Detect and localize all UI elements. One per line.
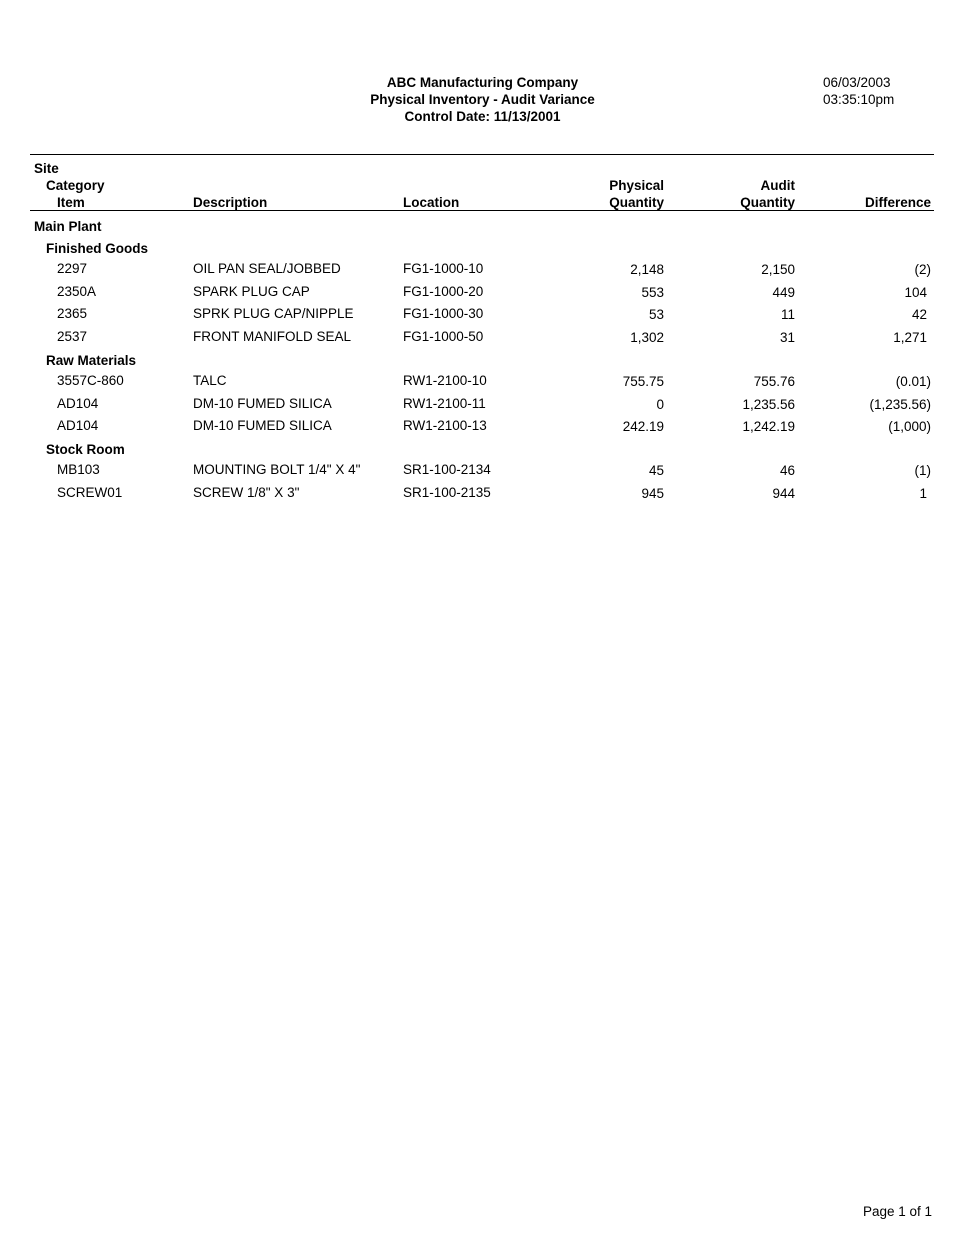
site-name: Main Plant — [34, 219, 102, 234]
cell-difference: 1 — [919, 486, 927, 501]
header-physical-line2: Quantity — [609, 195, 664, 210]
cell-physical-qty: 45 — [648, 463, 664, 478]
category-name: Finished Goods — [46, 241, 149, 256]
cell-description: DM-10 FUMED SILICA — [193, 396, 332, 411]
page-number: Page 1 of 1 — [862, 1204, 932, 1219]
cell-description: OIL PAN SEAL/JOBBED — [193, 261, 341, 276]
cell-physical-qty: 0 — [656, 397, 664, 412]
cell-location: FG1-1000-50 — [403, 329, 484, 344]
cell-location: FG1-1000-10 — [403, 261, 484, 276]
cell-difference: 104 — [904, 285, 927, 300]
cell-item: 3557C-860 — [57, 373, 124, 388]
header-location: Location — [403, 195, 460, 210]
cell-location: RW1-2100-13 — [403, 418, 487, 433]
header-bottom-rule — [30, 210, 934, 211]
cell-description: SPRK PLUG CAP/NIPPLE — [193, 306, 354, 321]
company-name: ABC Manufacturing Company — [386, 75, 579, 90]
header-top-rule — [30, 154, 934, 155]
cell-audit-qty: 46 — [779, 463, 795, 478]
cell-description: TALC — [193, 373, 227, 388]
cell-audit-qty: 449 — [772, 285, 795, 300]
cell-physical-qty: 242.19 — [622, 419, 664, 434]
cell-item: SCREW01 — [57, 485, 123, 500]
cell-difference: 42 — [911, 307, 927, 322]
report-datetime — [823, 74, 894, 108]
cell-physical-qty: 2,148 — [630, 262, 664, 277]
category-name: Raw Materials — [46, 353, 137, 368]
report-date: 06/03/2003 — [823, 75, 891, 90]
cell-audit-qty: 755.76 — [753, 374, 795, 389]
header-site: Site — [34, 161, 59, 176]
cell-difference: (1) — [914, 463, 931, 478]
cell-physical-qty: 53 — [648, 307, 664, 322]
cell-description: FRONT MANIFOLD SEAL — [193, 329, 352, 344]
cell-difference: (0.01) — [895, 374, 931, 389]
cell-audit-qty: 31 — [779, 330, 795, 345]
cell-audit-qty: 1,242.19 — [742, 419, 795, 434]
cell-description: DM-10 FUMED SILICA — [193, 418, 332, 433]
cell-physical-qty: 755.75 — [622, 374, 664, 389]
cell-physical-qty: 945 — [641, 486, 664, 501]
cell-audit-qty: 11 — [780, 307, 795, 322]
cell-item: 2537 — [57, 329, 88, 344]
cell-item: 2297 — [57, 261, 88, 276]
cell-item: AD104 — [57, 418, 99, 433]
cell-location: SR1-100-2134 — [403, 462, 491, 477]
cell-location: RW1-2100-10 — [403, 373, 487, 388]
header-audit-line1: Audit — [760, 178, 795, 193]
header-item: Item — [57, 195, 85, 210]
cell-description: SCREW 1/8" X 3" — [193, 485, 300, 500]
header-difference: Difference — [864, 195, 931, 210]
header-physical-line1: Physical — [609, 178, 664, 193]
category-name: Stock Room — [46, 442, 125, 457]
header-audit-line2: Quantity — [740, 195, 795, 210]
header-category: Category — [46, 178, 105, 193]
report-title: Physical Inventory - Audit Variance — [370, 92, 595, 107]
report-title-block — [0, 74, 965, 125]
cell-difference: (1,235.56) — [869, 397, 931, 412]
control-date: Control Date: 11/13/2001 — [404, 109, 561, 124]
cell-audit-qty: 2,150 — [761, 262, 795, 277]
cell-difference: (1,000) — [888, 419, 931, 434]
cell-location: FG1-1000-30 — [403, 306, 484, 321]
header-description: Description — [193, 195, 268, 210]
cell-difference: 1,271 — [893, 330, 927, 345]
cell-audit-qty: 944 — [772, 486, 795, 501]
cell-description: SPARK PLUG CAP — [193, 284, 310, 299]
cell-item: AD104 — [57, 396, 99, 411]
cell-audit-qty: 1,235.56 — [742, 397, 795, 412]
cell-location: SR1-100-2135 — [403, 485, 491, 500]
cell-difference: (2) — [914, 262, 931, 277]
cell-item: MB103 — [57, 462, 100, 477]
cell-location: FG1-1000-20 — [403, 284, 484, 299]
cell-location: RW1-2100-11 — [403, 396, 486, 411]
cell-physical-qty: 553 — [641, 285, 664, 300]
cell-item: 2350A — [57, 284, 97, 299]
report-time: 03:35:10pm — [823, 92, 895, 107]
cell-item: 2365 — [57, 306, 88, 321]
cell-physical-qty: 1,302 — [630, 330, 664, 345]
cell-description: MOUNTING BOLT 1/4" X 4" — [193, 462, 361, 477]
